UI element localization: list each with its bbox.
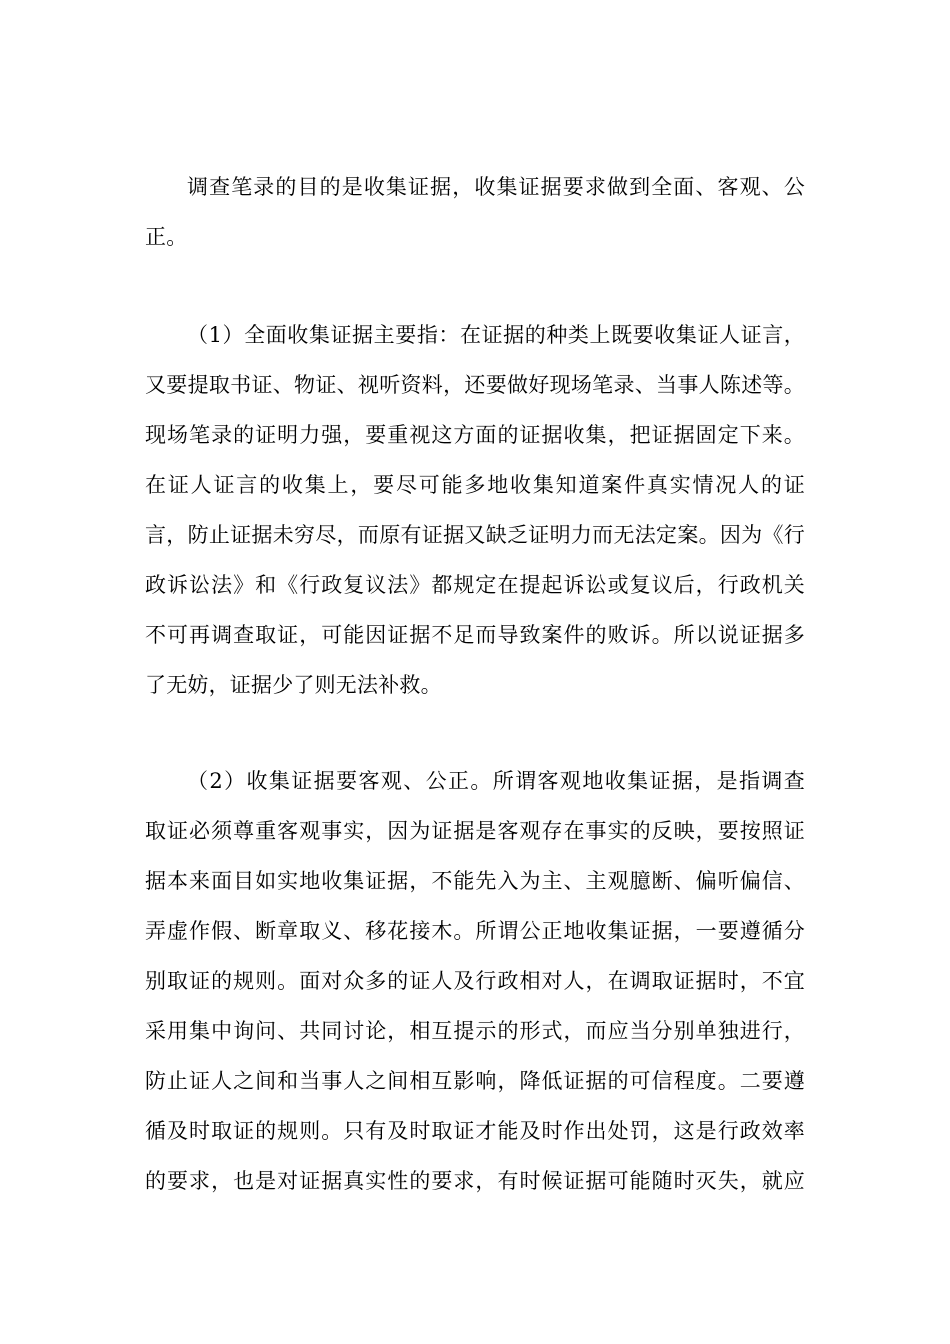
text-line: 不可再调查取证，可能因证据不足而导致案件的败诉。所以说证据多 [145, 623, 805, 647]
text-line: 调查笔录的目的是收集证据，收集证据要求做到全面、客观、公 [187, 175, 805, 199]
text-line: 防止证人之间和当事人之间相互影响，降低证据的可信程度。二要遵 [145, 1069, 805, 1093]
text-line: 据本来面目如实地收集证据，不能先入为主、主观臆断、偏听偏信、 [145, 869, 805, 893]
text-line: 弄虚作假、断章取义、移花接木。所谓公正地收集证据，一要遵循分 [145, 919, 805, 943]
text-line: 取证必须尊重客观事实，因为证据是客观存在事实的反映，要按照证 [145, 819, 805, 843]
text-line: 了无妨，证据少了则无法补救。 [145, 673, 442, 697]
text-line: 采用集中询问、共同讨论，相互提示的形式，而应当分别单独进行， [145, 1019, 805, 1043]
text-line: （2）收集证据要客观、公正。所谓客观地收集证据，是指调查 [187, 769, 805, 793]
text-line: 在证人证言的收集上，要尽可能多地收集知道案件真实情况人的证 [145, 473, 805, 497]
text-line: 别取证的规则。面对众多的证人及行政相对人，在调取证据时，不宜 [145, 969, 805, 993]
text-line: 政诉讼法》和《行政复议法》都规定在提起诉讼或复议后，行政机关 [145, 573, 805, 597]
text-line: 的要求，也是对证据真实性的要求，有时候证据可能随时灭失，就应 [145, 1169, 805, 1193]
text-line: 又要提取书证、物证、视听资料，还要做好现场笔录、当事人陈述等。 [145, 373, 805, 397]
text-line: 正。 [145, 225, 188, 249]
text-line: 现场笔录的证明力强，要重视这方面的证据收集，把证据固定下来。 [145, 423, 805, 447]
text-line: 循及时取证的规则。只有及时取证才能及时作出处罚，这是行政效率 [145, 1119, 805, 1143]
text-line: 言，防止证据未穷尽，而原有证据又缺乏证明力而无法定案。因为《行 [145, 523, 805, 547]
text-line: （1）全面收集证据主要指：在证据的种类上既要收集证人证言， [187, 323, 805, 347]
